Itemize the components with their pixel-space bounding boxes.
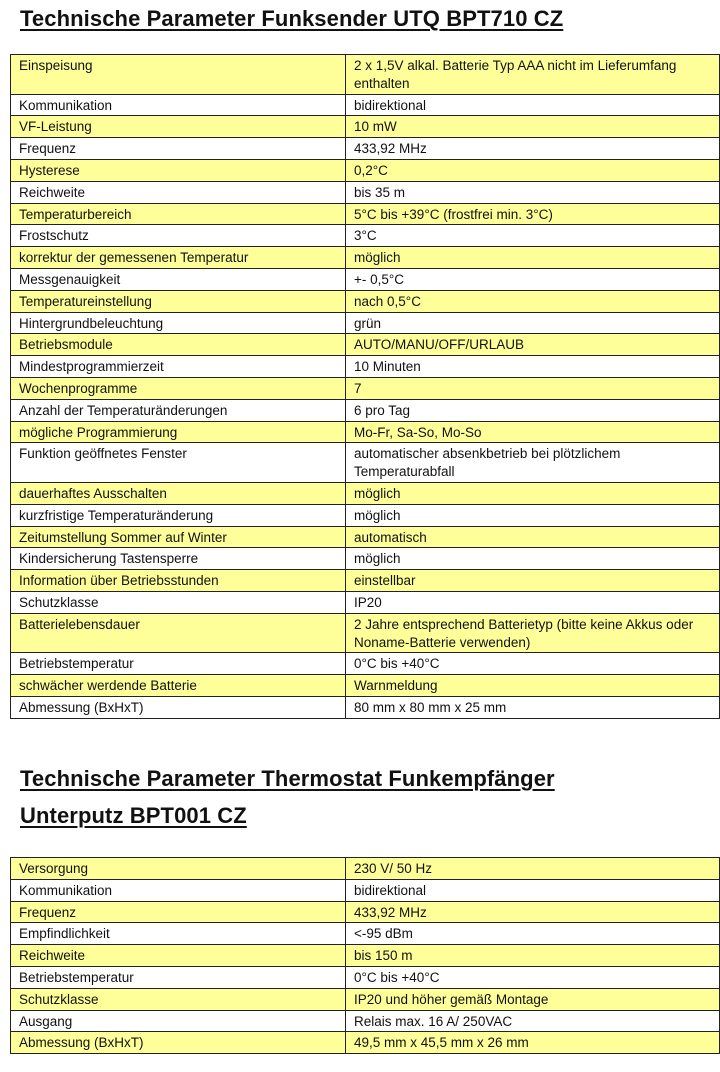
spec-value: 6 pro Tag: [346, 399, 720, 421]
spec-value: bidirektional: [346, 879, 720, 901]
table-row: [11, 653, 720, 675]
spec-label: Zeitumstellung Sommer auf Winter: [11, 526, 346, 548]
spec-label: Abmessung (BxHxT): [11, 696, 346, 718]
section2-title-line1: Technische Parameter Thermostat Funkempfänger: [20, 766, 555, 791]
spec-label: Ausgang: [11, 1010, 346, 1032]
spec-value: 7: [346, 377, 720, 399]
spec-value: Mo-Fr, Sa-So, Mo-So: [346, 421, 720, 443]
table-row: [11, 966, 720, 988]
spec-label: Abmessung (BxHxT): [11, 1032, 346, 1054]
spec-value: <-95 dBm: [346, 923, 720, 945]
spec-value: Warnmeldung: [346, 675, 720, 697]
spec-label: Betriebstemperatur: [11, 653, 346, 675]
spec-label: VF-Leistung: [11, 116, 346, 138]
spec-label: Einspeisung: [11, 55, 346, 95]
spec-label: Frequenz: [11, 138, 346, 160]
spec-value: 49,5 mm x 45,5 mm x 26 mm: [346, 1032, 720, 1054]
spec-value: möglich: [346, 482, 720, 504]
spec-label: Reichweite: [11, 945, 346, 967]
table-row: [11, 268, 720, 290]
spec-label: korrektur der gemessenen Temperatur: [11, 247, 346, 269]
spec-label: Temperaturbereich: [11, 203, 346, 225]
table-row: [11, 526, 720, 548]
table-row: [11, 399, 720, 421]
table-row: [11, 443, 720, 483]
spec-value: bis 35 m: [346, 181, 720, 203]
table-row: [11, 591, 720, 613]
table-row: [11, 923, 720, 945]
spec-value: 10 Minuten: [346, 356, 720, 378]
table-row: [11, 290, 720, 312]
table-row: [11, 377, 720, 399]
table-row: [11, 696, 720, 718]
section1-title: Technische Parameter Funksender UTQ BPT710 CZ: [20, 6, 564, 31]
spec-value: bis 150 m: [346, 945, 720, 967]
spec-label: Hintergrundbeleuchtung: [11, 312, 346, 334]
spec-value: möglich: [346, 504, 720, 526]
table-row: [11, 247, 720, 269]
spec-value: 2 Jahre entsprechend Batterietyp (bitte keine Akkus oder Noname-Batterie verwenden): [346, 613, 720, 653]
spec-value: 230 V/ 50 Hz: [346, 858, 720, 880]
spec-label: kurzfristige Temperaturänderung: [11, 504, 346, 526]
spec-value: 0°C bis +40°C: [346, 966, 720, 988]
spec-label: mögliche Programmierung: [11, 421, 346, 443]
spec-value: IP20: [346, 591, 720, 613]
table-row: [11, 879, 720, 901]
spec-value: 0,2°C: [346, 159, 720, 181]
spec-label: Frequenz: [11, 901, 346, 923]
spec-label: Information über Betriebsstunden: [11, 570, 346, 592]
spec-value: möglich: [346, 548, 720, 570]
table-row: [11, 858, 720, 880]
table-row: [11, 203, 720, 225]
table-row: [11, 225, 720, 247]
table-row: [11, 334, 720, 356]
table-row: [11, 945, 720, 967]
spec-value: 0°C bis +40°C: [346, 653, 720, 675]
spec-value: AUTO/MANU/OFF/URLAUB: [346, 334, 720, 356]
table-row: [11, 988, 720, 1010]
table-row: [11, 116, 720, 138]
spec-label: Messgenauigkeit: [11, 268, 346, 290]
spec-label: Wochenprogramme: [11, 377, 346, 399]
spec-label: Mindestprogrammierzeit: [11, 356, 346, 378]
spec-value: 10 mW: [346, 116, 720, 138]
spec-label: schwächer werdende Batterie: [11, 675, 346, 697]
spec-label: Frostschutz: [11, 225, 346, 247]
spec-value: bidirektional: [346, 94, 720, 116]
spec-label: Schutzklasse: [11, 988, 346, 1010]
spec-value: 2 x 1,5V alkal. Batterie Typ AAA nicht im Lieferumfang enthalten: [346, 55, 720, 95]
spec-label: Kommunikation: [11, 879, 346, 901]
spec-label: Hysterese: [11, 159, 346, 181]
table-row: [11, 55, 720, 95]
spec-label: Schutzklasse: [11, 591, 346, 613]
table-row: [11, 1032, 720, 1054]
spec-value: automatisch: [346, 526, 720, 548]
spec-value: Relais max. 16 A/ 250VAC: [346, 1010, 720, 1032]
table-row: [11, 181, 720, 203]
table-row: [11, 312, 720, 334]
table-row: [11, 613, 720, 653]
spec-value: +- 0,5°C: [346, 268, 720, 290]
spec-label: Betriebstemperatur: [11, 966, 346, 988]
spec-value: möglich: [346, 247, 720, 269]
spec-label: Anzahl der Temperaturänderungen: [11, 399, 346, 421]
spec-value: automatischer absenkbetrieb bei plötzlichem Temperaturabfall: [346, 443, 720, 483]
section2-title-line2: Unterputz BPT001 CZ: [20, 803, 247, 828]
table-row: [11, 421, 720, 443]
table-row: [11, 356, 720, 378]
spec-label: Empfindlichkeit: [11, 923, 346, 945]
spec-label: Kommunikation: [11, 94, 346, 116]
spec-value: einstellbar: [346, 570, 720, 592]
table-row: [11, 548, 720, 570]
spec-label: dauerhaftes Ausschalten: [11, 482, 346, 504]
spec-label: Temperatureinstellung: [11, 290, 346, 312]
spec-label: Versorgung: [11, 858, 346, 880]
table-row: [11, 482, 720, 504]
table-row: [11, 504, 720, 526]
spec-value: IP20 und höher gemäß Montage: [346, 988, 720, 1010]
transmitter-spec-table: [10, 54, 720, 719]
spec-label: Kindersicherung Tastensperre: [11, 548, 346, 570]
table-row: [11, 159, 720, 181]
spec-label: Reichweite: [11, 181, 346, 203]
table-row: [11, 1010, 720, 1032]
spec-label: Betriebsmodule: [11, 334, 346, 356]
spec-value: 5°C bis +39°C (frostfrei min. 3°C): [346, 203, 720, 225]
spec-value: 433,92 MHz: [346, 901, 720, 923]
spec-value: nach 0,5°C: [346, 290, 720, 312]
table-row: [11, 570, 720, 592]
spec-label: Batterielebensdauer: [11, 613, 346, 653]
table-row: [11, 138, 720, 160]
spec-value: 3°C: [346, 225, 720, 247]
receiver-spec-table: [10, 857, 720, 1054]
spec-label: Funktion geöffnetes Fenster: [11, 443, 346, 483]
table-row: [11, 675, 720, 697]
table-row: [11, 901, 720, 923]
table-row: [11, 94, 720, 116]
spec-value: 80 mm x 80 mm x 25 mm: [346, 696, 720, 718]
spec-value: grün: [346, 312, 720, 334]
spec-value: 433,92 MHz: [346, 138, 720, 160]
